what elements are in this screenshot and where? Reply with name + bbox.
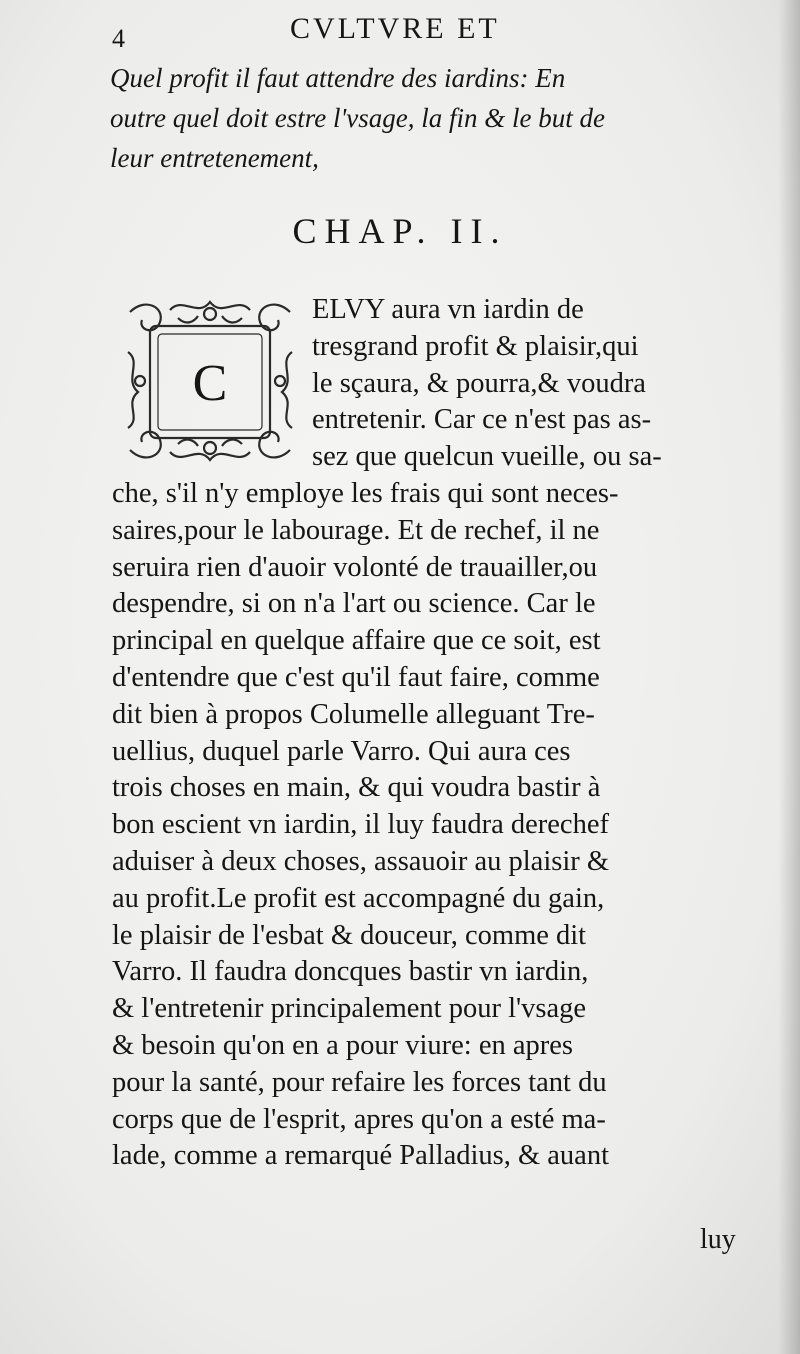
text-line: pour la santé, pour refaire les forces tant du [112, 1066, 607, 1098]
text-line: principal en quelque affaire que ce soit, est [112, 625, 601, 657]
drop-cap-letter: C [192, 354, 228, 412]
catchword: luy [700, 1224, 736, 1255]
text-line: saires,pour le labourage. Et de rechef, il ne [112, 514, 600, 546]
text-line: entretenir. Car ce n'est pas as- [312, 404, 652, 436]
summary-line: leur entretenement, [110, 143, 319, 173]
text-line: le plaisir de l'esbat & douceur, comme dit [112, 919, 587, 951]
text-line: aduiser à deux choses, assauoir au plaisir & [112, 845, 610, 877]
text-line: le sçaura, & pourra,& voudra [312, 367, 646, 399]
page-number: 4 [112, 24, 125, 53]
summary-line: Quel profit il faut attendre des iardins: En [110, 63, 566, 93]
text-line: & l'entretenir principalement pour l'vsage [112, 993, 587, 1025]
chapter-summary [110, 58, 750, 178]
text-line: au profit.Le profit est accompagné du gain, [112, 882, 605, 914]
text-line: trois choses en main, & qui voudra bastir à [112, 772, 601, 804]
text-line: d'entendre que c'est qu'il faut faire, comme [112, 661, 600, 693]
text-line: seruira rien d'auoir volonté de trauailler,ou [112, 551, 598, 583]
text-line: dit bien à propos Columelle alleguant Tre- [112, 698, 595, 730]
text-line: & besoin qu'on en a pour viure: en apres [112, 1029, 574, 1061]
text-line: che, s'il n'y employe les frais qui sont neces- [112, 477, 619, 509]
text-line: uellius, duquel parle Varro. Qui aura ces [112, 735, 571, 767]
page-edge-shadow [778, 0, 800, 1354]
chapter-title: CHAP. II. [292, 211, 508, 251]
text-line: sez que quelcun vueille, ou sa- [312, 441, 662, 473]
text-line: ELVY aura vn iardin de [312, 294, 584, 325]
text-line: corps que de l'esprit, apres qu'on a esté ma- [112, 1103, 606, 1135]
text-line: tresgrand profit & plaisir,qui [312, 330, 639, 362]
summary-line: outre quel doit estre l'vsage, la fin & le but de [110, 103, 605, 133]
text-line: bon escient vn iardin, il luy faudra derechef [112, 809, 609, 841]
text-line: despendre, si on n'a l'art ou science. Car le [112, 588, 596, 620]
text-line: lade, comme a remarqué Palladius, & auant [112, 1140, 609, 1172]
body-text [112, 292, 752, 1175]
running-title: CVLTVRE ET [290, 12, 500, 45]
text-line: Varro. Il faudra doncques bastir vn iardin, [112, 956, 589, 988]
